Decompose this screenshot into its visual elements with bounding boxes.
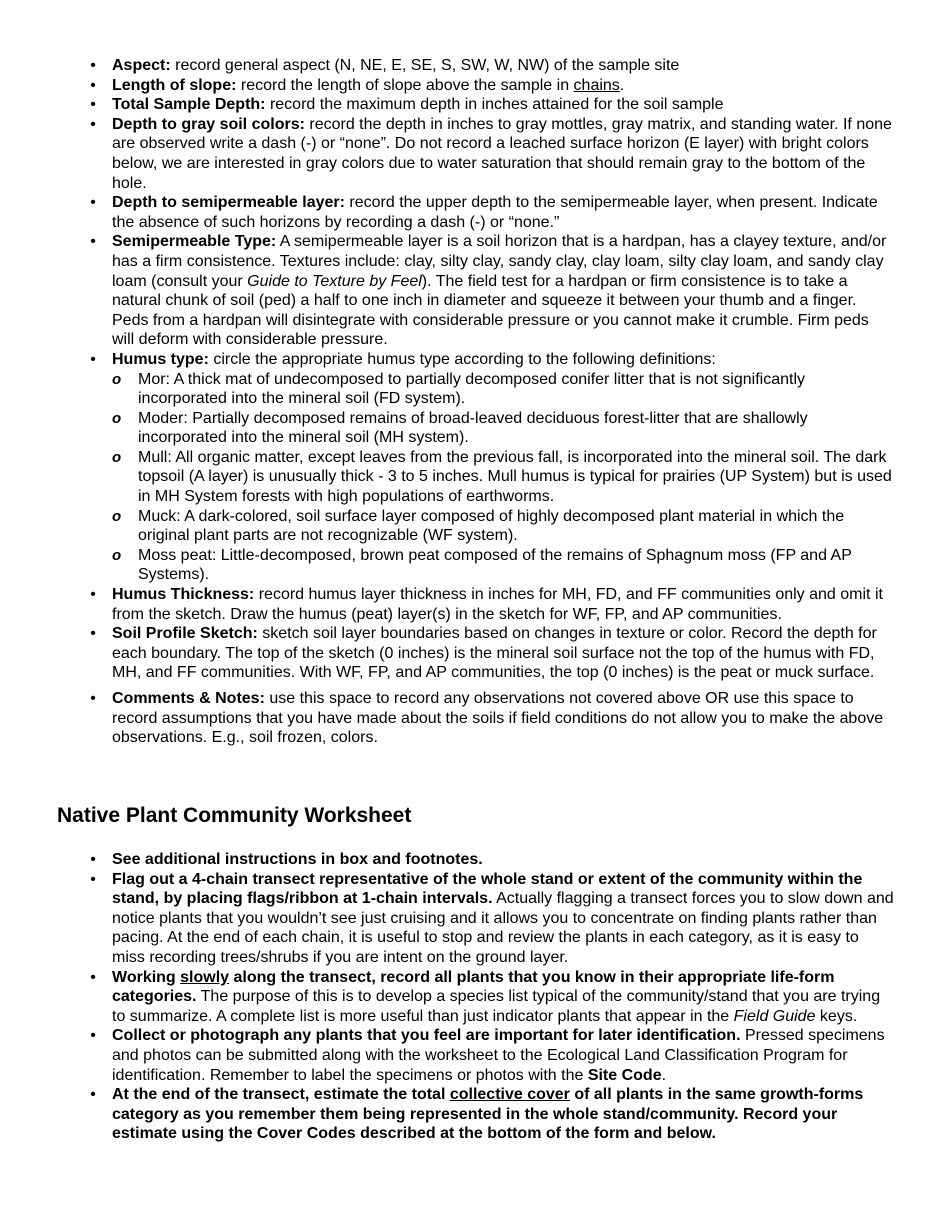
bullet-icon: • [90, 586, 96, 604]
bullet-icon: • [90, 194, 96, 212]
bullet-icon: • [90, 625, 96, 643]
sub-bullet-icon: o [112, 409, 122, 427]
sub-bullet-icon: o [112, 448, 122, 466]
list-item: • Length of slope: record the length of slope above the sample in chains. [86, 76, 894, 96]
list-item: • Comments & Notes: use this space to record any observations not covered above OR use this space to record assumptions that you have made about the soils if field conditions do not allow you to make the above observations. E.g., soil frozen, colors. [86, 689, 894, 748]
bullet-icon: • [90, 57, 96, 74]
list-item: • Humus Thickness: record humus layer thickness in inches for MH, FD, and FF communities only and omit it from the sketch. Draw the humus (peat) layer(s) in the sketch for WF, FP, and AP communities. [86, 585, 894, 624]
bullet-icon: • [90, 1027, 96, 1045]
bullet-icon: • [90, 76, 96, 94]
list-item: • Humus type: circle the appropriate humus type according to the following definitions: o Mor: A thick mat of undecomposed to partially decomposed conifer litter that is not significantly incorporated into the mineral soil (FD system). o Moder: Partially decomposed remains of broad-leaved deciduous forest-litter that are shallowly incorporated into the mineral soil (MH system). o Mull: All organic matter, except leaves from the previous fall, is incorporated into the mineral soil. The dark topsoil (A layer) is unusually thick - 3 to 5 inches. Mull humus is typical for prairies (UP System) but is used in MH System forests with high populations of earthworms. o Muck: A dark-colored, soil surface layer composed of highly decomposed plant material in which the original plant parts are not recognizable (WF system). o Moss peat: Little-decomposed, brown peat composed of the remains of Sphagnum moss (FP and AP Systems). [86, 350, 894, 585]
soil-instructions-list [86, 56, 894, 748]
sub-bullet-icon: o [112, 507, 122, 525]
list-item: • Depth to semipermeable layer: record the upper depth to the semipermeable layer, when present. Indicate the absence of such horizons by recording a dash (-) or “none.” [86, 193, 894, 232]
humus-type-definitions [112, 370, 894, 586]
list-item: o Mull: All organic matter, except leaves from the previous fall, is incorporated into the mineral soil. The dark topsoil (A layer) is unusually thick - 3 to 5 inches. Mull humus is typical for prairies (UP System) but is used in MH System forests with high populations of earthworms. [112, 448, 892, 506]
bullet-icon: • [90, 690, 96, 707]
list-item: • Semipermeable Type: A semipermeable layer is a soil horizon that is a hardpan, has a clayey texture, and/or has a firm consistence. Textures include: clay, silty clay, sandy clay, clay loam, silty clay loam, and sandy clay loam (consult your Guide to Texture by Feel). The field test for a hardpan or firm consistence is to take a natural chunk of soil (ped) a half to one inch in diameter and squeeze it between your thumb and a finger. Peds from a hardpan will disintegrate with considerable pressure or you cannot make it crumble. Firm peds will deform with considerable pressure. [86, 232, 894, 350]
bullet-icon: • [90, 851, 96, 868]
bullet-icon: • [90, 1086, 96, 1104]
sub-bullet-icon: o [112, 546, 122, 564]
list-item: • Collect or photograph any plants that you feel are important for later identification. Pressed specimens and photos can be submitted along with the worksheet to the Ecological Land Classification Program for identification. Remember to label the specimens or photos with the Site Code. [86, 1026, 894, 1085]
sub-bullet-icon: o [112, 370, 122, 388]
bullet-icon: • [90, 233, 96, 251]
bullet-icon: • [90, 350, 96, 368]
list-item: • Flag out a 4-chain transect representative of the whole stand or extent of the community within the stand, by placing flags/ribbon at 1-chain intervals. Actually flagging a transect forces you to slow down and notice plants that you wouldn’t see just cruising and it allows you to concentrate on finding plants rather than pacing. At the end of each chain, it is useful to stop and review the plants in each category, as it is easy to miss recording trees/shrubs if you are intent on the ground layer. [86, 870, 894, 968]
list-item: • Depth to gray soil colors: record the depth in inches to gray mottles, gray matrix, and standing water. If none are observed write a dash (-) or “none”. Do not record a leached surface horizon (E layer) with bright colors below, we are interested in gray colors due to water saturation that should remain gray to the bottom of the hole. [86, 115, 894, 193]
list-item: • Total Sample Depth: record the maximum depth in inches attained for the soil sample [86, 95, 894, 115]
plant-instructions-list [86, 850, 894, 1144]
list-item: • Aspect: record general aspect (N, NE, E, SE, S, SW, W, NW) of the sample site [86, 56, 894, 76]
bullet-icon: • [90, 115, 96, 133]
bullet-icon: • [90, 870, 96, 888]
list-item: • At the end of the transect, estimate the total collective cover of all plants in the same growth-forms category as you remember them being represented in the whole stand/community. Record your estimate using the Cover Codes described at the bottom of the form and below. [86, 1085, 894, 1144]
list-item: • Soil Profile Sketch: sketch soil layer boundaries based on changes in texture or color. Record the depth for each boundary. The top of the sketch (0 inches) is the mineral soil surface not the top of the humus with FD, MH, and FF communities. With WF, FP, and AP communities, the top (0 inches) is the peat or muck surface. [86, 624, 894, 683]
bullet-icon: • [90, 96, 96, 114]
list-item: o Muck: A dark-colored, soil surface layer composed of highly decomposed plant material in which the original plant parts are not recognizable (WF system). [112, 507, 845, 545]
section-title: Native Plant Community Worksheet [57, 804, 412, 827]
list-item: o Moss peat: Little-decomposed, brown peat composed of the remains of Sphagnum moss (FP and AP Systems). [112, 546, 852, 584]
list-item: o Mor: A thick mat of undecomposed to partially decomposed conifer litter that is not significantly incorporated into the mineral soil (FD system). [112, 370, 805, 408]
list-item: • See additional instructions in box and footnotes. [86, 850, 894, 870]
bullet-icon: • [90, 968, 96, 986]
list-item: o Moder: Partially decomposed remains of broad-leaved deciduous forest-litter that are shallowly incorporated into the mineral soil (MH system). [112, 409, 808, 447]
list-item: • Working slowly along the transect, record all plants that you know in their appropriate life-form categories. The purpose of this is to develop a species list typical of the community/stand that you are trying to summarize. A complete list is more useful than just indicator plants that appear in the Field Guide keys. [86, 968, 894, 1027]
